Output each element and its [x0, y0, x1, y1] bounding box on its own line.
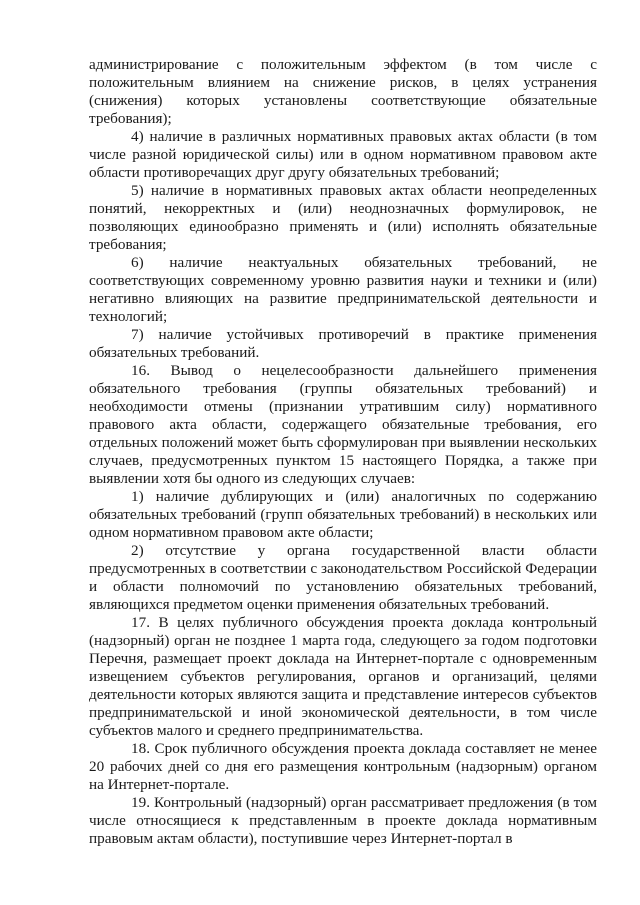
paragraph-item-4: 4) наличие в различных нормативных правовых актах области (в том числе разной юридической силы) или в одном нормативном правовом акте области противоречащих друг другу обязательных требований;	[89, 128, 597, 181]
paragraph-item-5: 5) наличие в нормативных правовых актах области неопределенных понятий, некорректных и (или) неоднозначных формулировок, не позволяющих единообразно применять и (или) исполнять обязательные требования;	[89, 182, 597, 253]
paragraph-clause-19: 19. Контрольный (надзорный) орган рассматривает предложения (в том числе относящиеся к представленным в проекте доклада нормативным правовым актам области), поступившие через Интернет-портал в	[89, 794, 597, 847]
paragraph-clause-16: 16. Вывод о нецелесообразности дальнейшего применения обязательного требования (группы обязательных требований) и необходимости отмены (признании утратившим силу) нормативного правового акта области, содержащего обязательные требования, его отдельных положений может быть сформулирован при выявлении нескольких случаев, предусмотренных пунктом 15 настоящего Порядка, а также при выявлении хотя бы одного из следующих случаев:	[89, 362, 597, 487]
paragraph-item-7: 7) наличие устойчивых противоречий в практике применения обязательных требований.	[89, 326, 597, 361]
document-body	[89, 56, 597, 848]
paragraph-clause-18: 18. Срок публичного обсуждения проекта доклада составляет не менее 20 рабочих дней со дня его размещения контрольным (надзорным) органом на Интернет-портале.	[89, 740, 597, 793]
paragraph-item-6: 6) наличие неактуальных обязательных требований, не соответствующих современному уровню развития науки и техники и (или) негативно влияющих на развитие предпринимательской деятельности и технологий;	[89, 254, 597, 325]
paragraph-clause-16-item-2: 2) отсутствие у органа государственной власти области предусмотренных в соответствии с законодательством Российской Федерации и области полномочий по установлению обязательных требований, являющихся предметом оценки применения обязательных требований.	[89, 542, 597, 613]
paragraph-clause-17: 17. В целях публичного обсуждения проекта доклада контрольный (надзорный) орган не позднее 1 марта года, следующего за годом подготовки Перечня, размещает проект доклада на Интернет-портале с одновременным извещением субъектов регулирования, органов и организаций, целями деятельности которых являются защита и представление интересов субъектов предпринимательской и иной экономической деятельности, в том числе субъектов малого и среднего предпринимательства.	[89, 614, 597, 739]
paragraph-clause-16-item-1: 1) наличие дублирующих и (или) аналогичных по содержанию обязательных требований (групп обязательных требований) в нескольких или одном нормативном правовом акте области;	[89, 488, 597, 541]
paragraph-continuation: администрирование с положительным эффектом (в том числе с положительным влиянием на снижение рисков, в целях устранения (снижения) которых установлены соответствующие обязательные требования);	[89, 56, 597, 127]
